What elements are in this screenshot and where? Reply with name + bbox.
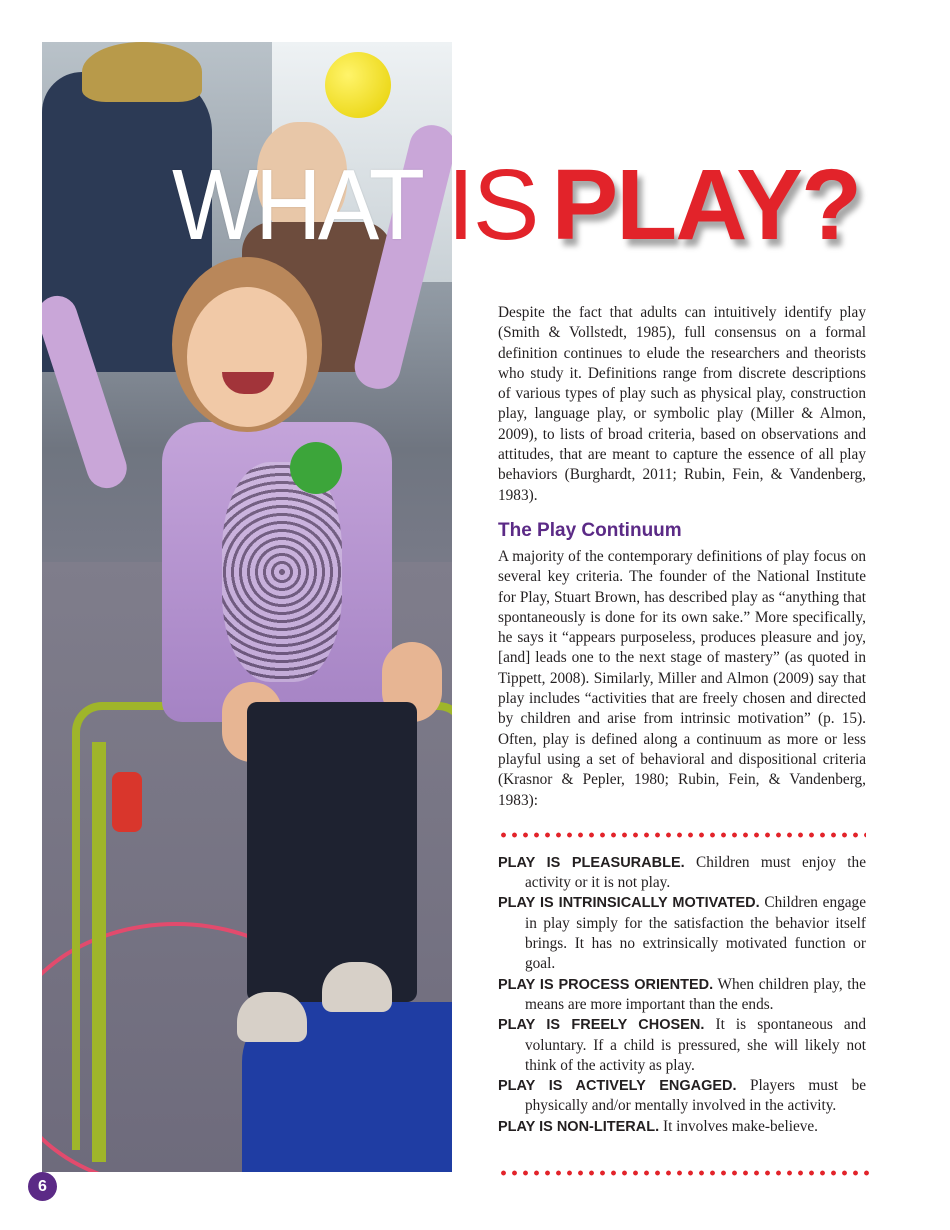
criterion-item	[498, 1015, 866, 1076]
dotted-divider-top	[498, 832, 866, 838]
photo-child-jeans	[247, 702, 417, 1002]
headline-play: PLAY?	[551, 149, 861, 261]
headline-what: WHAT	[172, 149, 422, 261]
criterion-text: Players must be physically and/or mentally involved in the activity.	[525, 1077, 867, 1115]
criterion-item	[498, 1117, 866, 1137]
criterion-label: PLAY IS PLEASURABLE.	[498, 854, 685, 871]
criterion-text: Children engage in play simply for the satisfaction the behavior itself brings. It has no extrinsically motivated function or goal.	[525, 894, 866, 973]
photo-child-left-shoe	[237, 992, 307, 1042]
photo-adult-hat	[82, 42, 202, 102]
section-body: A majority of the contemporary definitions of play focus on several key criteria. The founder of the National Institute for Play, Stuart Brown, has described play as “anything that spontaneously is done for its own sake.” More specifically, he says it “appears purposeless, produces pleasure and joy, [and] leads one to the next stage of mastery” (as quoted in Tippett, 2008). Similarly, Miller and Almon (2009) say that play includes “activities that are freely chosen and directed by children and arise from intrinsic motivation” (p. 15). Often, play is defined along a continuum as more or less playful using a set of behavioral and dispositional criteria (Krasnor & Pepler, 1980; Rubin, Fein, & Vandenberg, 1983):	[498, 547, 866, 809]
headline-is: IS	[446, 149, 538, 261]
photo-yellow-ball	[325, 52, 391, 118]
photo-green-badge	[290, 442, 342, 494]
text-column	[498, 303, 866, 1137]
criterion-item	[498, 893, 866, 974]
criterion-label: PLAY IS FREELY CHOSEN.	[498, 1017, 705, 1034]
criterion-text: Children must enjoy the activity or it is not play.	[525, 853, 866, 892]
criterion-text: It involves make-believe.	[662, 1117, 819, 1135]
criterion-label: PLAY IS NON-LITERAL.	[498, 1118, 660, 1135]
criterion-label: PLAY IS ACTIVELY ENGAGED.	[498, 1078, 737, 1095]
page-number: 6	[28, 1172, 57, 1201]
section-title: The Play Continuum	[498, 519, 682, 541]
photo-walker-grip	[112, 772, 142, 832]
criterion-text: When children play, the means are more important than the ends.	[525, 975, 866, 1013]
photo-walker-leg	[92, 742, 106, 1162]
dotted-divider-bottom	[498, 1170, 870, 1176]
criterion-item	[498, 1076, 866, 1117]
intro-paragraph: Despite the fact that adults can intuitively identify play (Smith & Vollstedt, 1985), full consensus on a formal definition continues to elude the researchers and theorists who study it. Definitions range from discrete descriptions of various types of play such as physical play, construction play, language play, or symbolic play (Miller & Almon, 2009), to lists of broad criteria, based on observations and attitudes, that are meant to capture the essence of all play behaviors (Burghardt, 2011; Rubin, Fein, & Vandenberg, 1983).	[498, 304, 866, 504]
criterion-label: PLAY IS PROCESS ORIENTED.	[498, 976, 714, 993]
criterion-label: PLAY IS INTRINSICALLY MOTIVATED.	[498, 895, 760, 912]
criterion-item	[498, 975, 866, 1016]
photo-child-face	[187, 287, 307, 427]
criterion-item	[498, 853, 866, 894]
photo-child-right-shoe	[322, 962, 392, 1012]
criterion-text: It is spontaneous and voluntary. If a child is pressured, she will likely not think of the activity as play.	[525, 1016, 867, 1074]
page-headline	[172, 150, 860, 260]
photo-child-shirt-pattern	[222, 462, 342, 682]
